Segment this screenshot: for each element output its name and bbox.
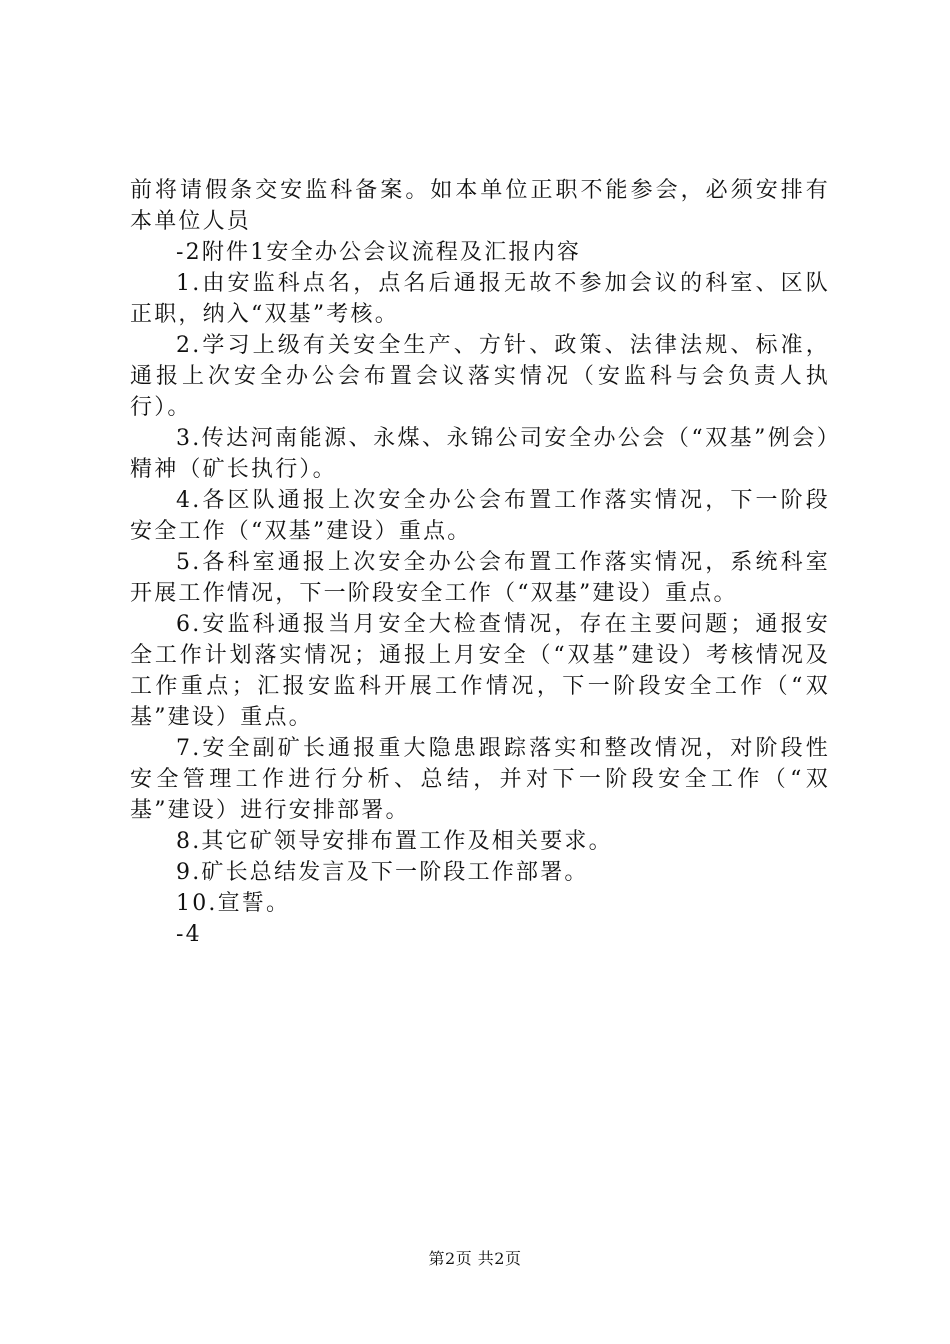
list-item-4: 4.各区队通报上次安全办公会布置工作落实情况，下一阶段安全工作（“双基”建设）重点。 [130,488,830,544]
list-item-2: 2.学习上级有关安全生产、方针、政策、法律法规、标准，通报上次安全办公会布置会议落实情况（安监科与会负责人执行）。 [130,333,830,420]
page-marker: -4 [176,922,202,947]
list-item-10: 10.宣誓。 [176,891,291,916]
list-item-8: 8.其它矿领导安排布置工作及相关要求。 [176,829,613,854]
list-item-5: 5.各科室通报上次安全办公会布置工作落实情况，系统科室开展工作情况，下一阶段安全工作（“双基”建设）重点。 [130,550,830,606]
list-item-1: 1.由安监科点名，点名后通报无故不参加会议的科室、区队正职，纳入“双基”考核。 [130,271,830,327]
list-item-3: 3.传达河南能源、永煤、永锦公司安全办公会（“双基”例会）精神（矿长执行）。 [130,426,830,482]
paragraph-attachment-title: -2附件1安全办公会议流程及汇报内容 [176,240,582,265]
page-footer: 第2页 共2页 [428,1249,522,1268]
list-item-9: 9.矿长总结发言及下一阶段工作部署。 [176,860,589,885]
document-body [130,175,830,950]
list-item-7: 7.安全副矿长通报重大隐患跟踪落实和整改情况，对阶段性安全管理工作进行分析、总结，并对下一阶段安全工作（“双基”建设）进行安排部署。 [130,736,830,823]
list-item-6: 6.安监科通报当月安全大检查情况，存在主要问题；通报安全工作计划落实情况；通报上月安全（“双基”建设）考核情况及工作重点；汇报安监科开展工作情况，下一阶段安全工作（“双基”建设）重点。 [130,612,830,730]
paragraph-continuation: 前将请假条交安监科备案。如本单位正职不能参会，必须安排有本单位人员 [130,178,830,234]
